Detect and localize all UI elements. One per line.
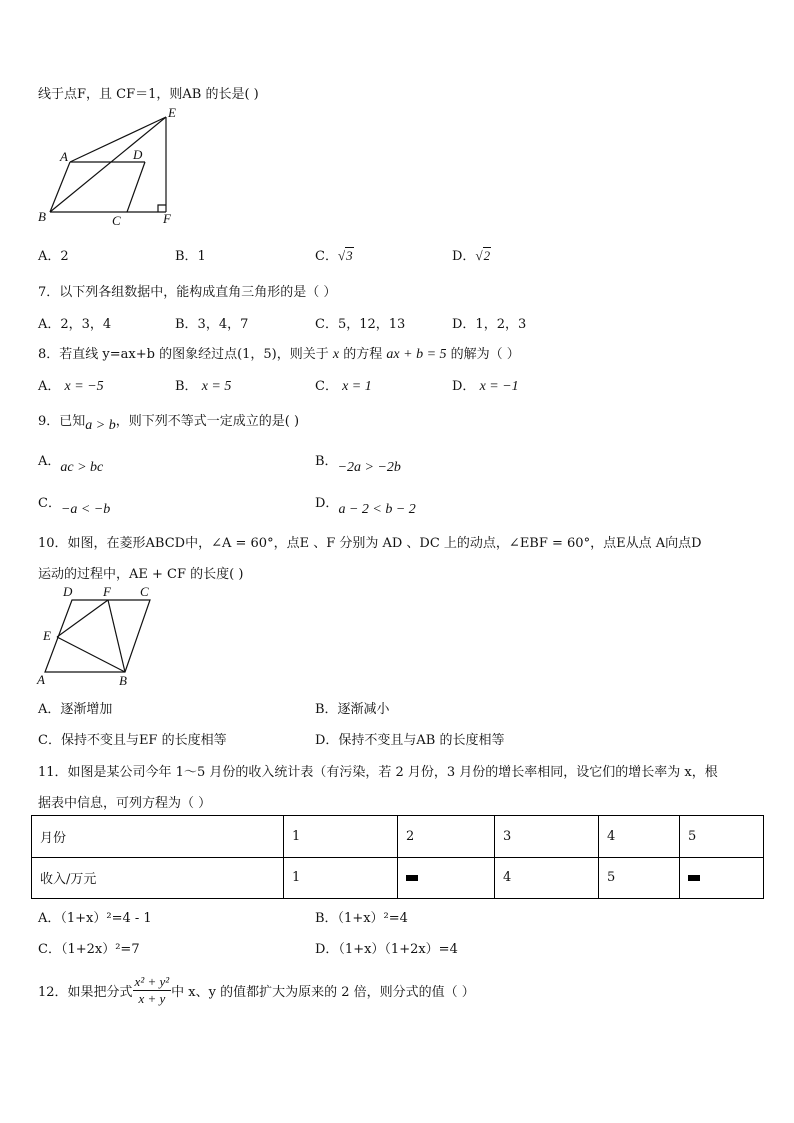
label-F: F [103,584,111,599]
q6-option-c-radicand: 3 [346,248,353,263]
table-cell: 5 [680,816,764,858]
label-E: E [43,628,51,643]
q8-option-d-math: x = −1 [479,379,519,394]
table-cell: 2 [398,816,495,858]
table-cell: 1 [284,857,398,899]
q9-option-c-math: −a < −b [60,502,111,517]
label-E: E [168,105,176,120]
q12-stem-part-b: 中 x、y 的值都扩大为原来的 2 倍，则分式的值（ ） [171,985,475,1000]
q11-option-c: C．（1+2x）²=7 [38,942,140,957]
table-row-header [32,816,764,858]
stain-mark [406,875,418,881]
q12-fraction-denominator: x + y [138,991,166,1006]
q8-option-b-label: B． [175,379,198,394]
q9-option-d-label: D． [315,496,339,511]
q7-option-d: D．1，2，3 [452,317,527,332]
table-cell: 月份 [32,816,284,858]
q6-option-a: A．2 [38,249,69,264]
q6-option-c-label: C． [315,249,338,264]
table-row-income [32,857,764,899]
q9-option-d [315,492,416,517]
label-D: D [63,584,73,599]
q8-stem-part-a: 8．若直线 y=ax+b 的图象经过点(1，5)，则关于 [38,347,329,362]
label-C: C [140,584,149,599]
label-D: D [133,147,143,162]
q8-stem-part-c: 的解为（ ） [450,347,520,362]
q10-stem-line2: 运动的过程中，AE + CF 的长度( ) [38,567,244,582]
q8-option-a-math: x = −5 [64,379,104,394]
q9-stem [38,410,300,433]
q8-stem [38,343,520,363]
q8-option-c-label: C． [315,379,338,394]
sqrt-symbol: √2 [475,248,491,263]
q9-option-b-math: −2a > −2b [337,460,401,475]
label-C: C [112,213,121,228]
q10-option-b: B．逐渐减小 [315,702,390,717]
q11-option-a: A．（1+x）²=4 - 1 [38,911,152,926]
q10-stem-line1: 10．如图，在菱形ABCD中，∠A = 60°，点E 、F 分别为 AD 、DC 上的动点，∠EBF = 60°，点E从点 A向点D [38,536,702,551]
table-cell: 收入/万元 [32,857,284,899]
q12-stem [38,974,475,1007]
q8-option-d-label: D． [452,379,476,394]
sqrt-symbol: √3 [337,248,353,263]
q11-option-d: D．（1+x）（1+2x）=4 [315,942,458,957]
q10-option-c: C．保持不变且与EF 的长度相等 [38,733,227,748]
q8-option-a [38,375,104,395]
stain-mark [688,875,700,881]
q9-option-d-math: a − 2 < b − 2 [338,502,416,517]
q8-option-c-math: x = 1 [342,379,372,394]
q6-stem: 线于点F，且 CF＝1，则AB 的长是( ) [38,87,259,102]
q12-stem-part-a: 12．如果把分式 [38,985,133,1000]
q6-option-c [315,245,354,264]
q8-option-a-label: A． [38,379,61,394]
q9-option-b-label: B． [315,454,338,469]
q8-option-d [452,375,519,395]
label-A: A [37,672,45,687]
q7-option-b: B．3，4，7 [175,317,249,332]
q11-option-b: B．（1+x）²=4 [315,911,408,926]
table-cell: 4 [495,857,599,899]
q8-option-b-math: x = 5 [201,379,232,394]
q9-option-c [38,492,111,517]
q6-option-d [452,245,491,264]
table-cell: 1 [284,816,398,858]
q10-figure-rhombus [32,583,162,688]
q8-option-c [315,375,372,395]
q6-figure-parallelogram [32,105,192,230]
q9-stem-condition: a > b [85,418,116,433]
q9-option-a-label: A． [38,454,61,469]
q12-fraction-numerator: x² + y² [134,974,170,989]
table-cell: 3 [495,816,599,858]
q6-option-b: B．1 [175,249,206,264]
q6-option-d-label: D． [452,249,476,264]
label-A: A [60,149,68,164]
q8-stem-part-b: 的方程 [343,347,383,362]
q9-stem-part-a: 9．已知 [38,414,86,429]
q7-option-c: C．5，12，13 [315,317,406,332]
q10-option-a: A．逐渐增加 [38,702,113,717]
q9-stem-part-b: ，则下列不等式一定成立的是( ) [115,414,300,429]
table-cell-stained [398,857,495,899]
q9-option-c-label: C． [38,496,61,511]
table-cell: 4 [599,816,680,858]
q9-option-a [38,450,104,475]
q8-stem-eq: ax + b = 5 [386,347,447,362]
income-table [31,815,764,899]
q8-option-b [175,375,231,395]
table-cell: 5 [599,857,680,899]
q11-stem-line1: 11．如图是某公司今年 1～5 月份的收入统计表（有污染，若 2 月份，3 月份的增长率相同，设它们的增长率为 x，根 [38,765,718,780]
q11-stem-line2: 据表中信息，可列方程为（ ） [38,796,212,811]
q12-fraction [133,974,172,1007]
q7-option-a: A．2，3，4 [38,317,112,332]
q10-option-d: D．保持不变且与AB 的长度相等 [315,733,505,748]
table-cell-stained [680,857,764,899]
q9-option-b [315,450,401,475]
q8-stem-var: x [332,347,340,362]
label-B: B [38,209,46,224]
label-F: F [163,211,171,226]
q6-option-d-radicand: 2 [483,248,491,263]
q9-option-a-math: ac > bc [60,460,104,475]
label-B: B [119,673,127,688]
q7-stem: 7．以下列各组数据中，能构成直角三角形的是（ ） [38,285,337,300]
